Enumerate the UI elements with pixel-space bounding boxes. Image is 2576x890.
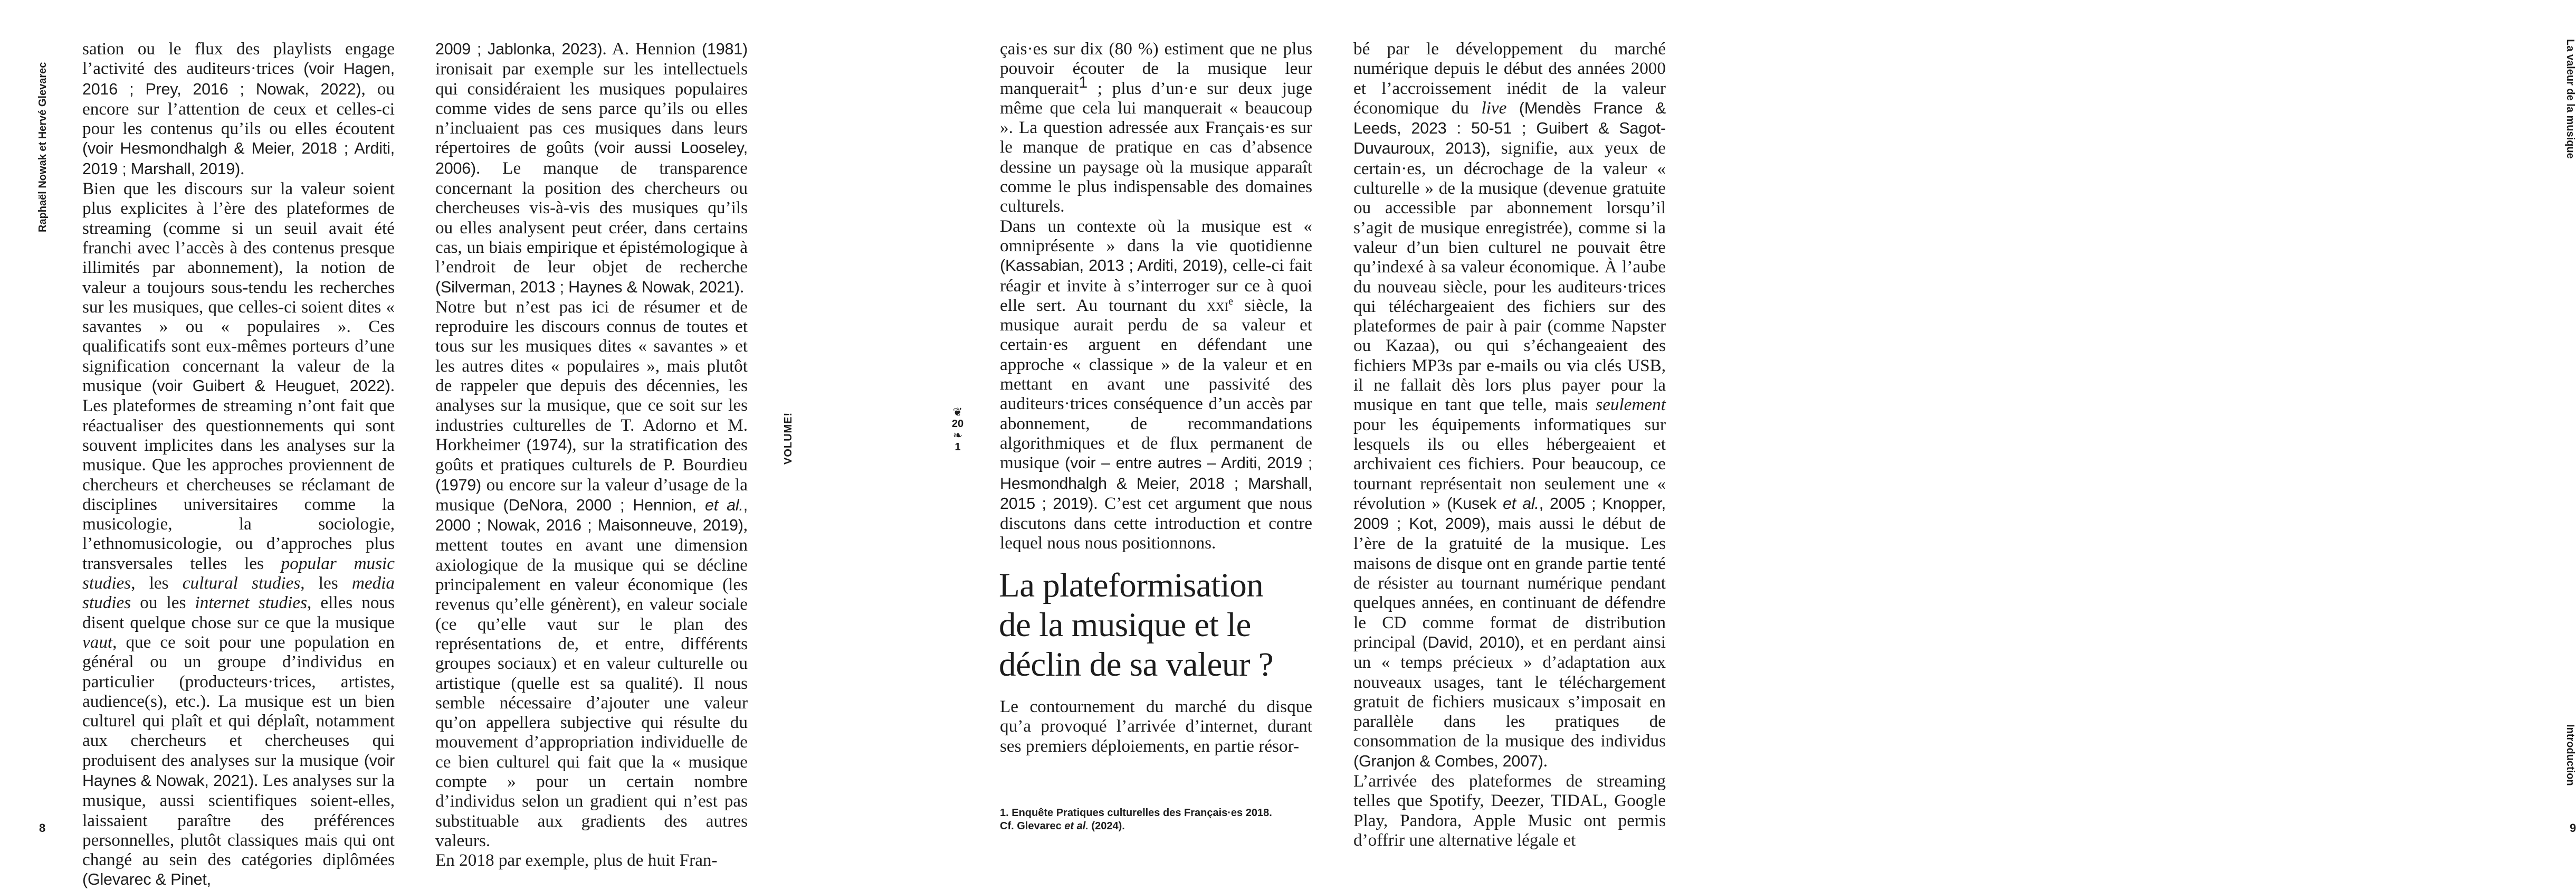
leaf-icon: ❦ bbox=[952, 405, 963, 419]
paragraph: sation ou le flux des playlists engage l’activité des auditeurs·trices (voir Hagen, 2016 ; Prey, 2016 ; Nowak, 2022), ou encore sur l’attention de ceux et celles-ci pour les contenus qu’ils ou elles écoutent (voir Hesmondhalgh & Meier, 2018 ; Arditi, 2019 ; Marshall, 2019). bbox=[82, 39, 395, 178]
text-column-2 bbox=[435, 39, 748, 870]
section-lede: Le contournement du marché du disque qu’a provoqué l’arrivée d’internet, durant ses premiers déploiements, en partie résor- bbox=[1000, 697, 1312, 756]
section-heading bbox=[999, 566, 1326, 685]
paragraph: Dans un contexte où la musique est « omniprésente » dans la vie quotidienne (Kassabian, 2013 ; Arditi, 2019), celle-ci fait réagir et invite à s’interroger sur ce à quoi elle sert. Au tournant du xxi$^e$ siècle, la musique aurait perdu de sa valeur et certain·es arguent en défendant une approche « classique » de la valeur et en mettant en avant une passivité des auditeurs·trices conséquence d’un accès par abonnement, de recommandations algorithmiques et de flux permanent de musique (voir – entre autres – Arditi, 2019 ; Hesmondhalgh & Meier, 2018 ; Marshall, 2015 ; 2019). C’est cet argument que nous discutons dans cette introduction et contre lequel nous nous positionnons. bbox=[1000, 216, 1313, 553]
paragraph: çais·es sur dix (80 %) estiment que ne plus pouvoir écouter de la musique leur manquerait$^1$ ; plus d’un·e sur deux juge même que cela lui manquerait « beaucoup ». La question adressée aux Français·es sur le manque de pratique en cas d’absence dessine un paysage où la musique apparaît comme le plus indispensable des domaines culturels. bbox=[1000, 39, 1312, 216]
running-head-authors: Raphaël Nowak et Hervé Glevarec bbox=[37, 62, 49, 232]
footnote-line: 1. Enquête Pratiques culturelles des Français·es 2018. bbox=[1000, 807, 1272, 819]
volume-number: 20 bbox=[951, 418, 964, 430]
text-column-1 bbox=[82, 39, 395, 890]
gutter-volume-label: VOLUME! bbox=[783, 412, 794, 465]
running-head-title: La valeur de la musique bbox=[2564, 39, 2576, 159]
heading-line: La plateformisation bbox=[999, 566, 1264, 604]
text-column-3 bbox=[1000, 39, 1312, 553]
page-number-left: 8 bbox=[39, 821, 46, 835]
footnote-line: Cf. Glevarec et al. (2024). bbox=[1000, 820, 1125, 832]
footnote-ref[interactable]: 1 bbox=[1079, 73, 1088, 91]
paragraph: Notre but n’est pas ici de résumer et de reproduire les discours connus de toutes et tous sur les musiques dites « savantes » et les autres dites « populaires », mais plutôt de rappeler que depuis des décennies, les analyses sur la musique, que ce soit sur les industries culturelles de T. Adorno et M. Horkheimer (1974), sur la stratification des goûts et pratiques culturels de P. Bourdieu (1979) ou encore sur la valeur d’usage de la musique (DeNora, 2000 ; Hennion, et al., 2000 ; Nowak, 2016 ; Maisonneuve, 2019), mettent toutes en avant une dimension axiologique de la musique qui se décline principalement en valeur économique (les revenus qu’elle génèrent), en valeur sociale (ce qu’elle vaut sur le plan des représentations de, et entre, différents groupes sociaux) et en valeur culturelle ou artistique (quelle est sa qualité). Il nous semble nécessaire d’ajouter une valeur qu’on appellera subjective qui résulte du mouvement d’appropriation individuelle de ce bien culturel qui fait que la « musique compte » pour un certain nombre d’individus selon un gradient qui n’est pas substituable aux gradients des autres valeurs. bbox=[435, 297, 748, 850]
issue-number: 1 bbox=[955, 441, 961, 453]
paragraph: En 2018 par exemple, plus de huit Fran- bbox=[435, 850, 718, 870]
paragraph: 2009 ; Jablonka, 2023). A. Hennion (1981) ironisait par exemple sur les intellectuels qui considéraient les musiques populaires comme vides de sens parce qu’ils ou elles n’incluaient pas ces musiques dans leurs répertoires de goûts (voir aussi Looseley, 2006). Le manque de transparence concernant la position des chercheurs ou chercheuses vis-à-vis des musiques qu’ils ou elles analysent peut créer, dans certains cas, un biais empirique et épistémologique à l’endroit de leur objet de recherche (Silverman, 2013 ; Haynes & Nowak, 2021). bbox=[435, 39, 748, 297]
heading-line: déclin de sa valeur ? bbox=[999, 646, 1274, 684]
page-number-right: 9 bbox=[2570, 821, 2576, 835]
left-page bbox=[0, 0, 871, 889]
text-column-4 bbox=[1353, 39, 1666, 850]
heading-line: de la musique et le bbox=[999, 606, 1251, 644]
paragraph: bé par le développement du marché numérique depuis le début des années 2000 et l’accroissement inédit de la valeur économique du live (Mendès France & Leeds, 2023 : 50-51 ; Guibert & Sagot-Duvauroux, 2013), signifie, aux yeux de certain·es, un décrochage de la valeur « culturelle » de la musique (devenue gratuite ou accessible par abonnement lorsqu’il s’agit de musique enregistrée), comme si la valeur d’un bien culturel ne pouvait être qu’indexé à sa valeur économique. À l’aube du nouveau siècle, pour les auditeurs·trices qui téléchargeaient des fichiers sur des plateformes de pair à pair (comme Napster ou Kazaa), ou qui s’échangeaient des fichiers MP3s par e-mails ou via clés USB, il ne fallait dès lors plus payer pour la musique en tant que telle, mais seulement pour les équipements informatiques sur lesquels ils ou elles hébergeaient et archivaient ces fichiers. Pour beaucoup, ce tournant représentait non seulement une « révolution » (Kusek et al., 2005 ; Knopper, 2009 ; Kot, 2009), mais aussi le début de l’ère de la gratuité de la musique. Les maisons de disque ont en grande partie tenté de résister au tournant numérique pendant quelques années, en continuant de défendre le CD comme format de distribution principal (David, 2010), et en perdant ainsi un « temps précieux » d’adaptation aux nouveaux usages, tant le téléchargement gratuit de fichiers musicaux s’imposait en parallèle dans les pratiques de consommation de la musique des individus (Granjon & Combes, 2007). bbox=[1353, 39, 1666, 771]
leaf-icon: ❧ bbox=[952, 429, 963, 442]
running-head-section: Introduction bbox=[2564, 724, 2576, 786]
footnote bbox=[1000, 807, 1316, 833]
paragraph: L’arrivée des plateformes de streaming telles que Spotify, Deezer, TIDAL, Google Play, Pandora, Apple Music ont permis d’offrir une alternative légale et bbox=[1353, 771, 1666, 850]
paragraph: Bien que les discours sur la valeur soient plus explicites à l’ère des plateformes de streaming (comme si un seuil avait été franchi avec l’accès à des contenus presque illimités par abonnement), la notion de valeur a toujours sous-tendu les recherches sur les musiques, que celles-ci soient dites « savantes » ou « populaires ». Ces qualificatifs sont eux-mêmes porteurs d’une signification concernant la valeur de la musique (voir Guibert & Heuguet, 2022). Les plateformes de streaming n’ont fait que réactualiser des questionnements qui sont souvent implicites dans les analyses sur la musique. Que les approches proviennent de chercheurs et chercheuses se réclamant de disciplines universitaires comme la musicologie, la sociologie, l’ethnomusicologie, ou d’approches plus transversales telles les popular music studies, les cultural studies, les media studies ou les internet studies, elles nous disent quelque chose sur ce que la musique vaut, que ce soit pour une population en général ou un groupe d’individus en particulier (producteurs·trices, artistes, audience(s), etc.). La musique est un bien culturel qui plaît et qui déplaît, notamment aux chercheurs et chercheuses qui produisent des analyses sur la musique (voir Haynes & Nowak, 2021). Les analyses sur la musique, aussi scientifiques soient-elles, laissaient paraître des préférences personnelles, plutôt classiques mais qui ont changé au sein des catégories diplômées (Glevarec & Pinet, bbox=[82, 179, 395, 889]
